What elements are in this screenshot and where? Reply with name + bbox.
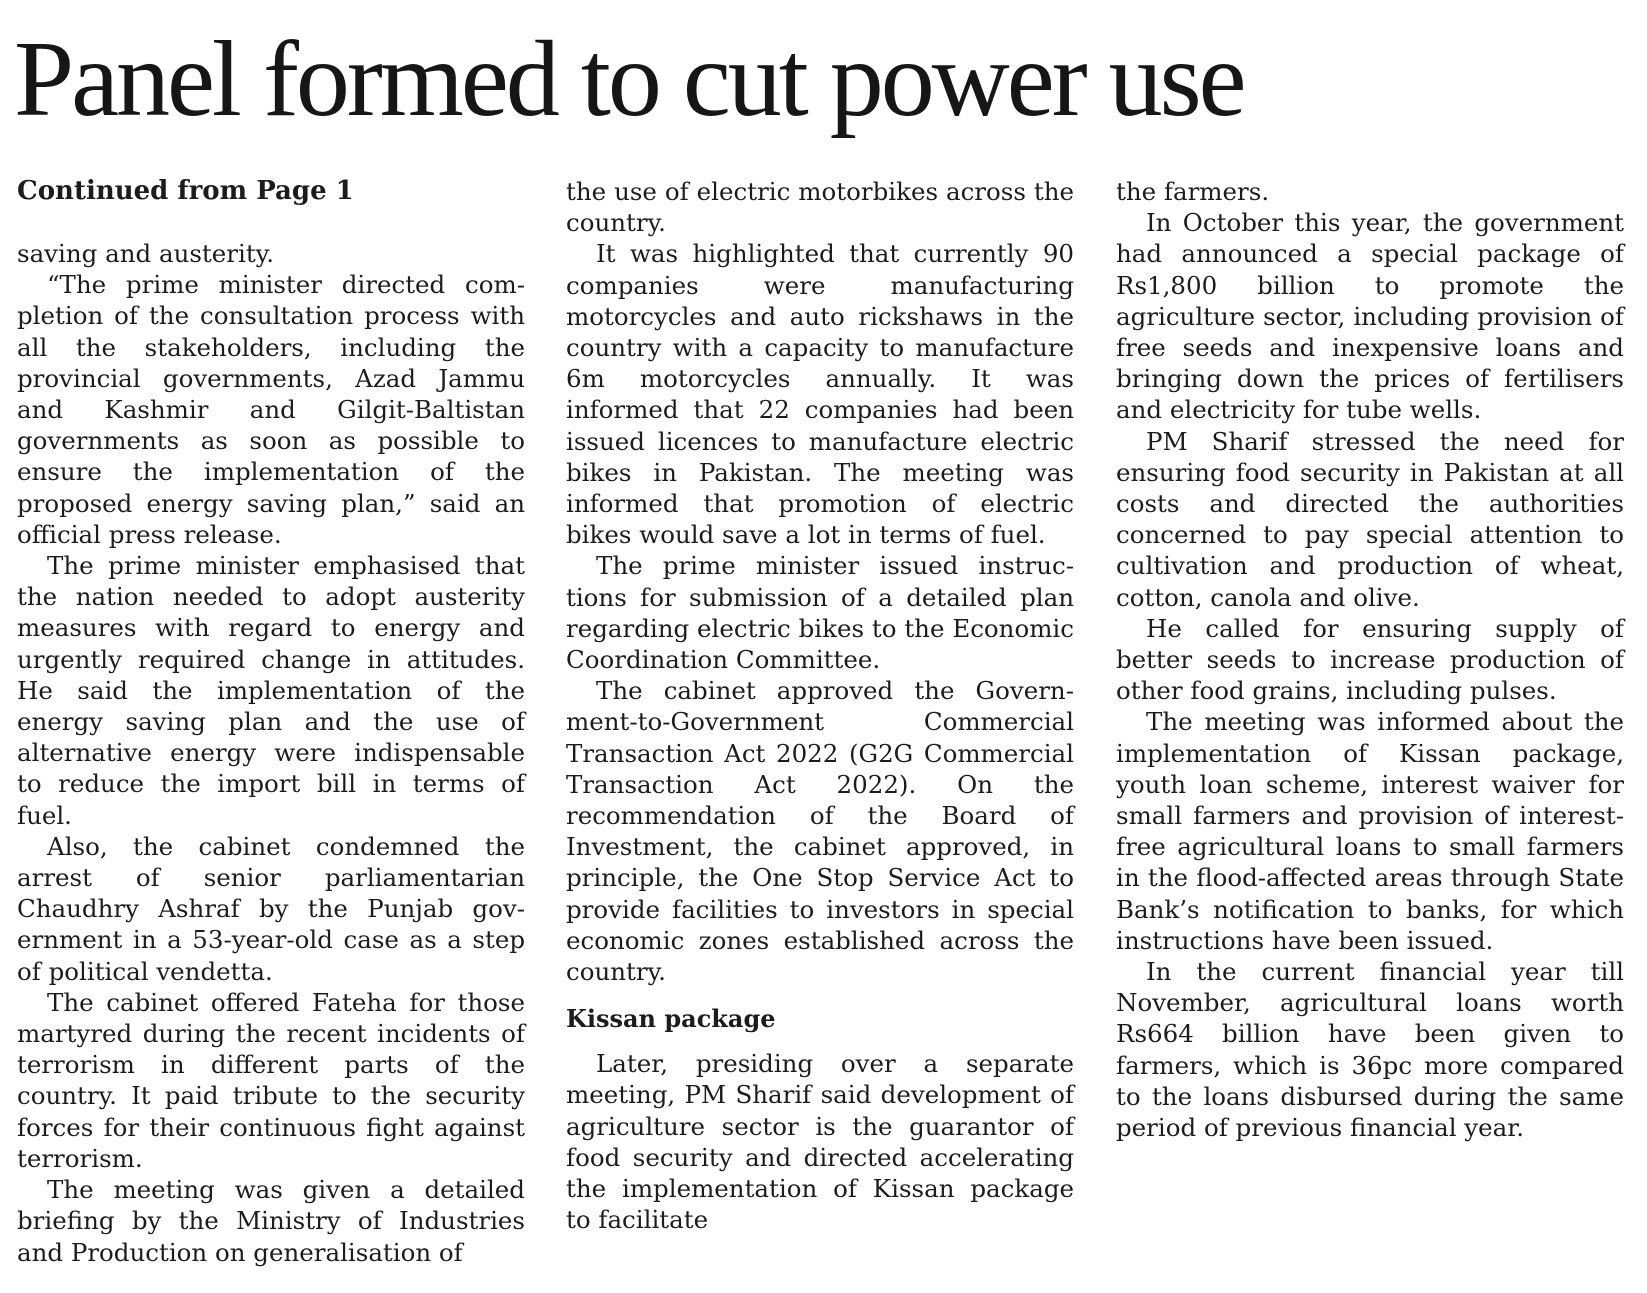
paragraph: The meeting was informed about the implementation of Kissan package, youth loan scheme, interest waiver for small farmers and provision of interest-free agricultural loans to small farmers in the flood-affected areas through State Bank’s notification to banks, for which instructions have been issued.	[1116, 707, 1624, 955]
subheading-kissan-package: Kissan package	[566, 1004, 776, 1034]
paragraph: the farmers.	[1116, 177, 1270, 206]
paragraph: The cabinet approved the Government-to-Government Commercial Transaction Act 2022 (G2G Commercial Transaction Act 2022). On the recommendation of the Board of Investment, the cabinet approved, in principle, the One Stop Service Act to provide facilities to investors in special economic zones established across the country.	[566, 676, 1074, 987]
paragraph: The prime minister emphasised that the nation needed to adopt austerity measures with regard to energy and urgently required change in attitudes. He said the implementation of the energy saving plan and the use of alternative energy were indispensable to reduce the import bill in terms of fuel.	[17, 551, 525, 830]
paragraph: In October this year, the government had announced a special package of Rs1,800 billion to promote the agriculture sector, including provision of free seeds and inexpensive loans and bringing down the prices of fertilisers and electricity for tube wells.	[1116, 208, 1624, 425]
paragraph: He called for ensuring supply of better seeds to increase production of other food grains, including pulses.	[1116, 613, 1624, 706]
paragraph: PM Sharif stressed the need for ensuring food security in Pakistan at all costs and directed the authorities concerned to pay special attention to cultivation and production of wheat, cotton, canola and olive.	[1116, 426, 1624, 612]
paragraph: The cabinet offered Fateha for those martyred during the recent incidents of terrorism in different parts of the country. It paid tribute to the security forces for their continuous fight against terrorism.	[17, 987, 525, 1173]
paragraph: The prime minister issued instructions for submission of a detailed plan regarding electric bikes to the Economic Coordination Committee.	[566, 551, 1074, 675]
column-1	[17, 176, 525, 1268]
continued-label: Continued from Page 1	[17, 176, 354, 206]
paragraph: the use of electric motorbikes across the country.	[566, 177, 1074, 238]
headline: Panel formed to cut power use	[14, 20, 1244, 139]
paragraph: Later, presiding over a separate meeting, PM Sharif said development of agriculture sector is the guarantor of food security and directed accelerating the implementation of Kissan package to facilitate	[566, 1049, 1074, 1235]
paragraph: In the current financial year till November, agricultural loans worth Rs664 billion have been given to farmers, which is 36pc more compared to the loans disbursed during the same period of previous financial year.	[1116, 957, 1624, 1143]
column-3	[1116, 176, 1624, 1143]
paragraph: “The prime minister directed completion of the consultation process with all the stakeholders, including the provincial governments, Azad Jammu and Kashmir and Gilgit-Baltistan governments as soon as possible to ensure the implementation of the proposed energy saving plan,” said an official press release.	[17, 270, 525, 549]
paragraph: It was highlighted that currently 90 companies were manufacturing motorcycles and auto rickshaws in the country with a capacity to manufacture 6m motorcycles annually. It was informed that 22 companies had been issued licences to manufacture electric bikes in Pakistan. The meeting was informed that promotion of electric bikes would save a lot in terms of fuel.	[566, 239, 1074, 550]
column-2	[566, 176, 1074, 1236]
paragraph: saving and austerity.	[17, 239, 275, 268]
paragraph: Also, the cabinet condemned the arrest of senior parliamentarian Chaudhry Ashraf by the Punjab government in a 53-year-old case as a step of political vendetta.	[17, 831, 525, 986]
paragraph: The meeting was given a detailed briefing by the Ministry of Industries and Production on generalisation of	[17, 1175, 525, 1267]
